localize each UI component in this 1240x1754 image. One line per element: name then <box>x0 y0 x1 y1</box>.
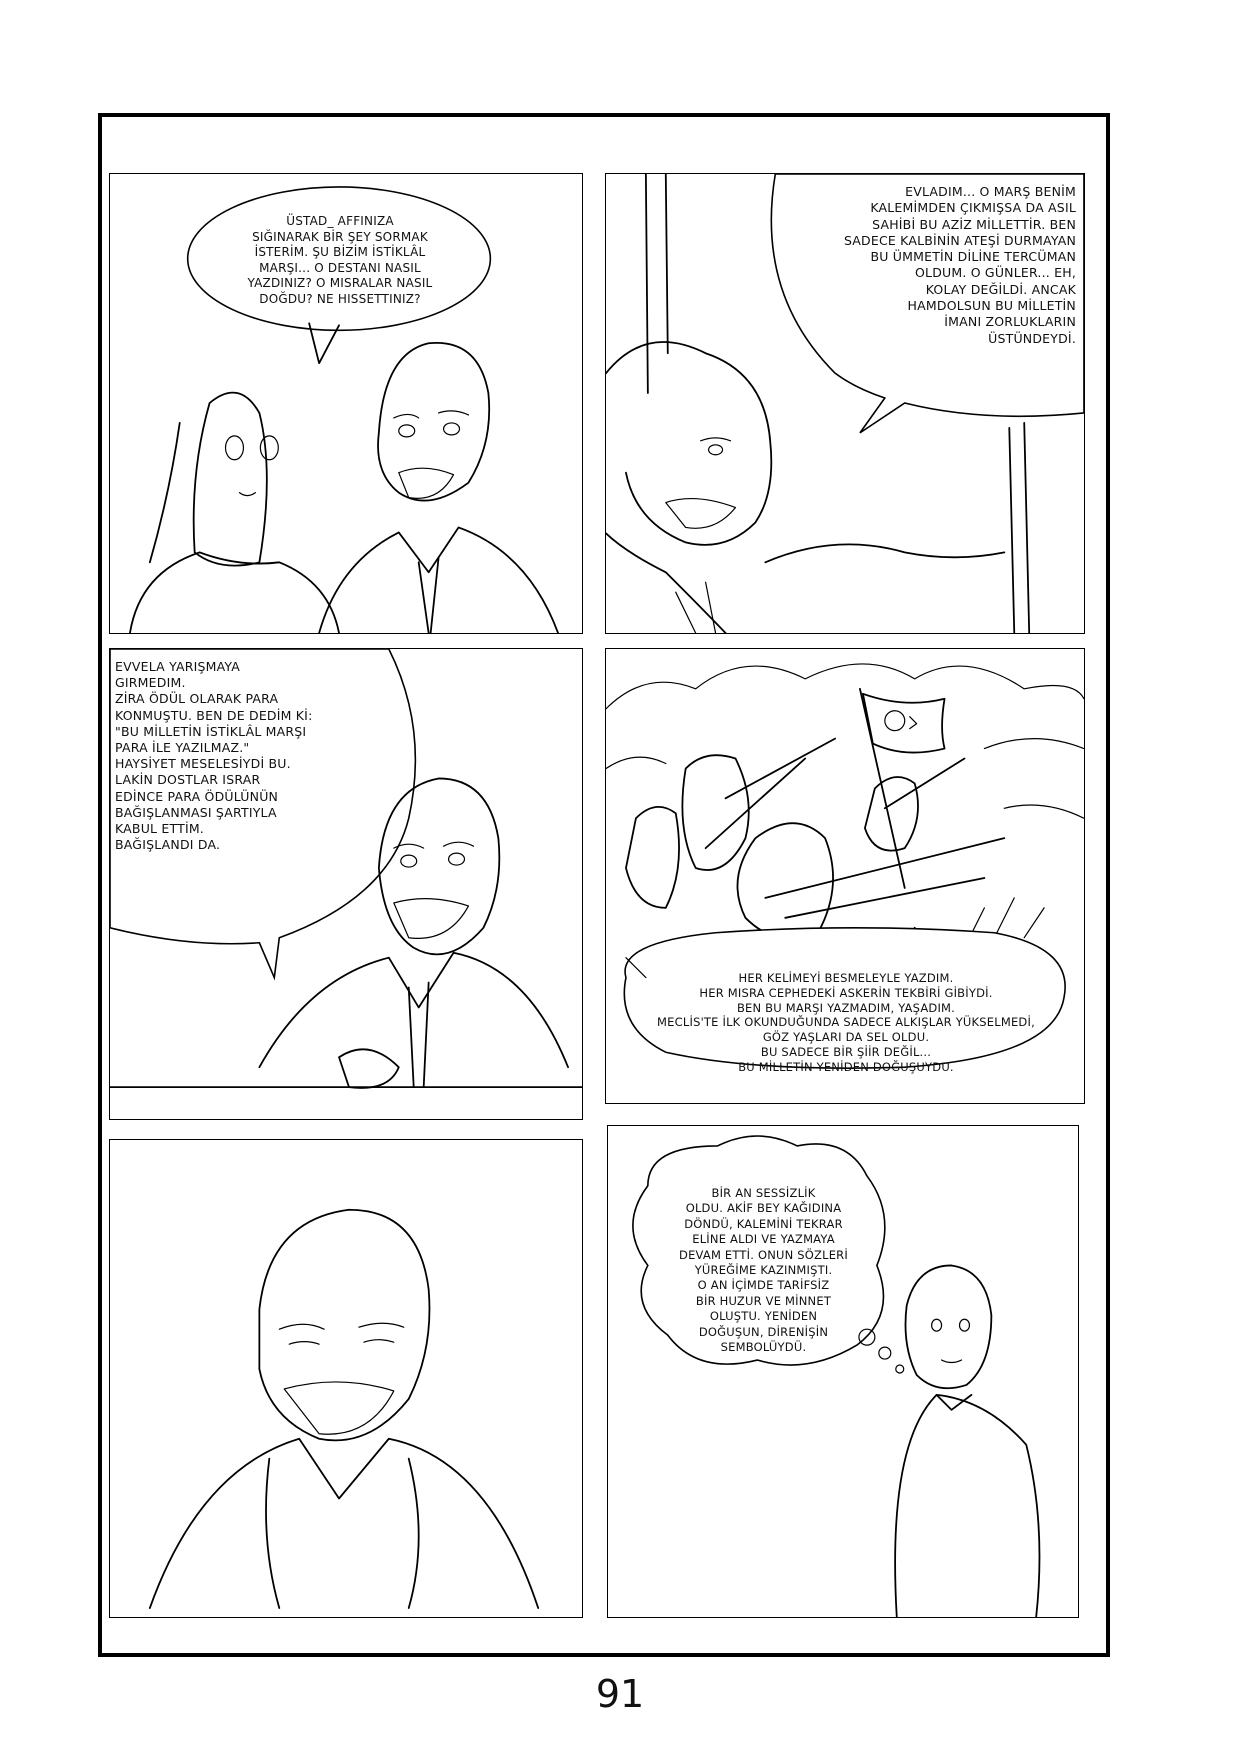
speech-text: ÜSTAD_ AFFINIZA SIĞINARAK BİR ŞEY SORMAK İSTERİM. ŞU BİZİM İSTİKLÂL MARŞI... O DESTANI NASIL YAZDINIZ? O MISRALAR NASIL DOĞDU? NE HISSETTINIZ? <box>247 214 433 306</box>
speech-text: HER KELİMEYİ BESMELEYLE YAZDIM. HER MISRA CEPHEDEKİ ASKERİN TEKBİRİ GİBİYDİ. BEN BU MARŞI YAZMADIM, YAŞADIM. MECLİS'TE İLK OKUNDUĞUNDA SADECE ALKIŞLAR YÜKSELMEDİ, GÖZ YAŞLARI DA SEL OLDU. BU SADECE BİR ŞİİR DEĞİL... BU MİLLETİN YENİDEN DOĞUŞUYDU. <box>657 971 1035 1074</box>
speech-text: EVVELA YARIŞMAYA GIRMEDIM. ZİRA ÖDÜL OLARAK PARA KONMUŞTU. BEN DE DEDİM Kİ: "BU MİLLETİN İSTİKLÂL MARŞI PARA İLE YAZILMAZ." HAYSİYET MESELESİYDİ BU. LAKİN DOSTLAR ISRAR EDİNCE PARA ÖDÜLÜNÜN BAĞIŞLANMASI ŞARTIYLA KABUL ETTİM. BAĞIŞLANDI DA. <box>115 659 313 853</box>
panel-6 <box>607 1125 1079 1618</box>
panel-5 <box>109 1139 583 1618</box>
panel-3 <box>109 648 583 1120</box>
panel-2 <box>605 173 1085 634</box>
panel-5-art <box>110 1140 582 1617</box>
page-number: 91 <box>595 1672 645 1716</box>
panel-4 <box>605 648 1085 1104</box>
panel-1 <box>109 173 583 634</box>
speech-text: EVLADIM... O MARŞ BENİM KALEMİMDEN ÇIKMIŞSA DA ASIL SAHİBİ BU AZİZ MİLLETTİR. BEN SADECE KALBİNİN ATEŞİ DURMAYAN BU ÜMMETİN DİLİNE TERCÜMAN OLDUM. O GÜNLER... EH, KOLAY DEĞİLDİ. ANCAK HAMDOLSUN BU MİLLETİN İMANI ZORLUKLARIN ÜSTÜNDEYDİ. <box>843 184 1076 346</box>
speech-text: BİR AN SESSİZLİK OLDU. AKİF BEY KAĞIDINA DÖNDÜ, KALEMİNİ TEKRAR ELİNE ALDI VE YAZMAYA DEVAM ETTİ. ONUN SÖZLERİ YÜREĞİME KAZINMIŞTI. O AN İÇİMDE TARİFSİZ BİR HUZUR VE MİNNET OLUŞTU. YENİDEN DOĞUŞUN, DİRENİŞİN SEMBOLÜYDÜ. <box>679 1186 848 1355</box>
